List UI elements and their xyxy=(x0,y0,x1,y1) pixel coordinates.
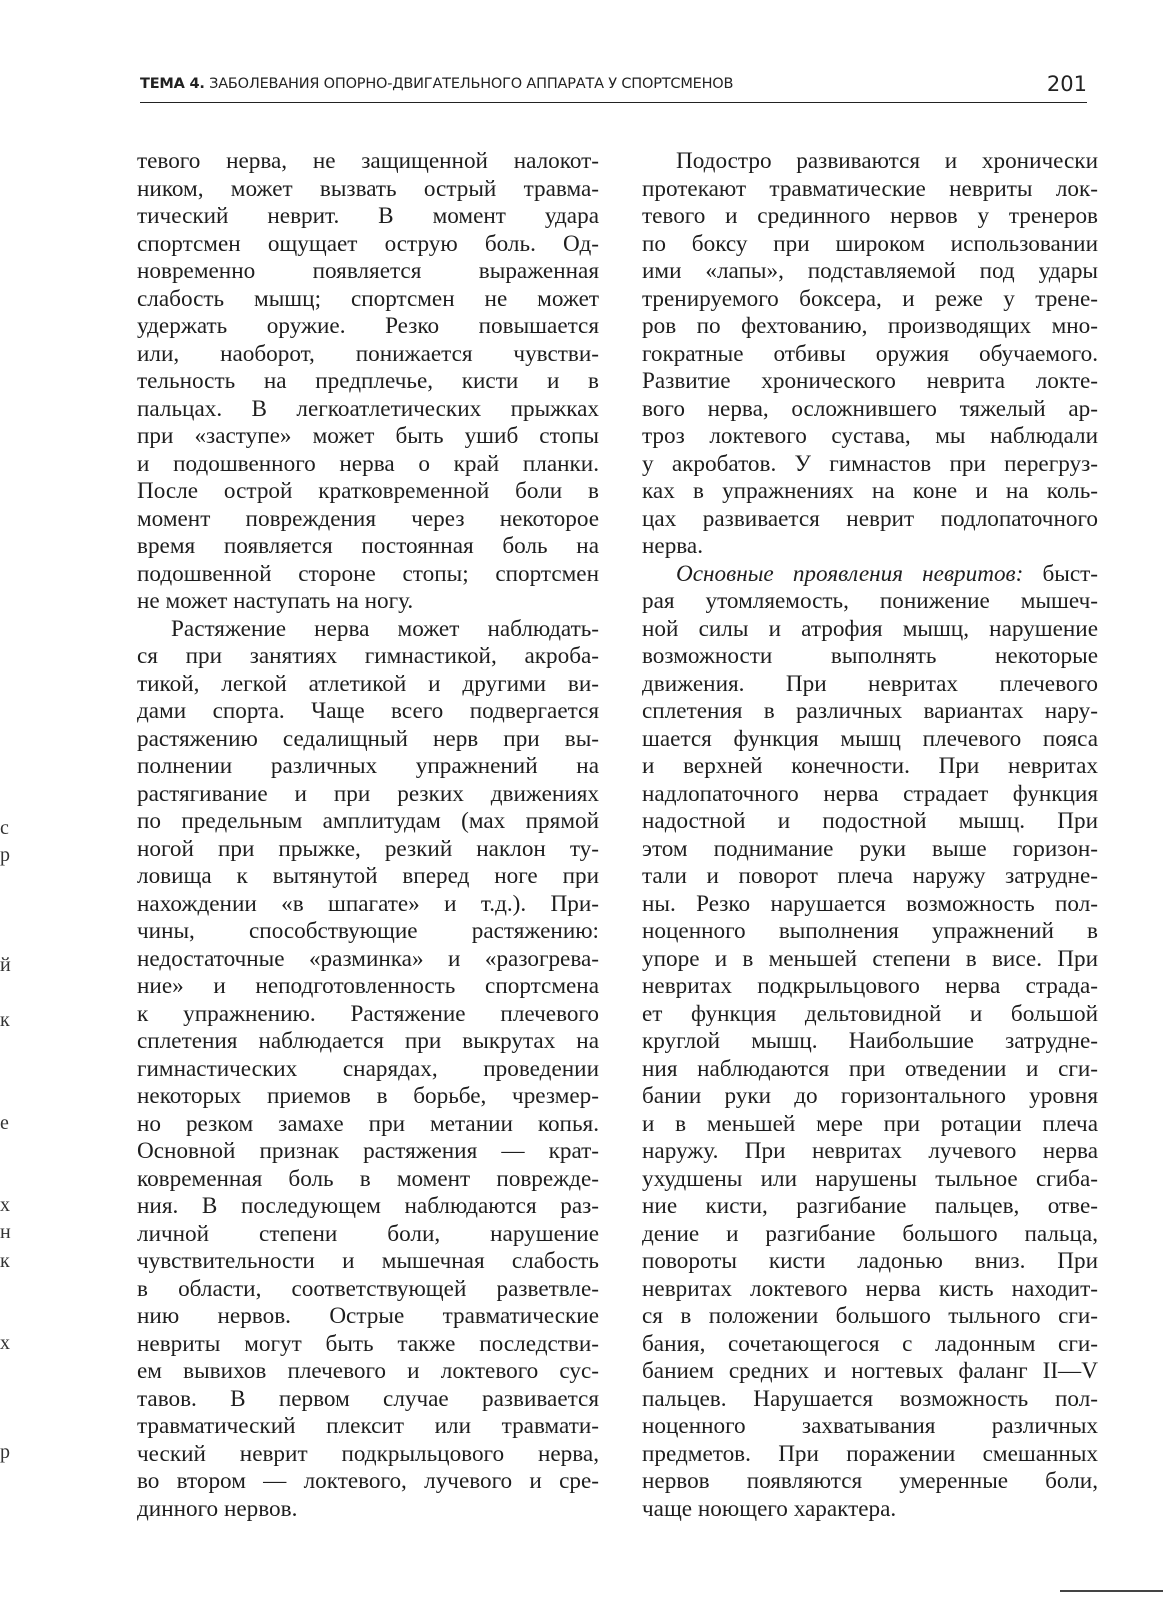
text-line: ухудшены или нарушены тыльное сгиба- xyxy=(642,1165,1098,1192)
text-line: дение и разгибание большого пальца, xyxy=(642,1220,1098,1247)
right-text-column xyxy=(642,148,1098,1523)
text-line: ногой при прыжке, резкий наклон ту- xyxy=(137,835,599,862)
text-line: ния наблюдаются при отведении и сги- xyxy=(642,1055,1098,1082)
text-line: нерва. xyxy=(642,533,704,559)
text-line: тевого нерва, не защищенной налокот- xyxy=(137,148,599,174)
text-line: тренируемого боксера, и реже у трене- xyxy=(642,285,1098,312)
text-line: банием средних и ногтевых фаланг II—V xyxy=(642,1358,1098,1384)
text-line: нию нервов. Острые травматические xyxy=(137,1303,599,1329)
text-line: тельность на предплечье, кисти и в xyxy=(137,368,599,394)
text-line: чины, способствующие растяжению: xyxy=(137,918,599,944)
text-line: невритах подкрыльцового нерва страда- xyxy=(642,973,1098,999)
header-title-rest: ЗАБОЛЕВАНИЯ ОПОРНО-ДВИГАТЕЛЬНОГО АППАРАТА У СПОРТСМЕНОВ xyxy=(204,76,734,92)
text-line: ной силы и атрофия мышц, нарушение xyxy=(642,615,1098,642)
text-line: невритах локтевого нерва кисть находит- xyxy=(642,1275,1098,1302)
text-line: повороты кисти ладонью вниз. При xyxy=(642,1248,1098,1274)
text-line: динного нервов. xyxy=(137,1495,298,1522)
text-line: надостной и подостной мышц. При xyxy=(642,808,1098,834)
left-text-column xyxy=(137,148,599,1523)
text-line: ет функция дельтовидной и большой xyxy=(642,1000,1098,1027)
text-line: личной степени боли, нарушение xyxy=(137,1220,599,1247)
text-line: но резком замахе при метании копья. xyxy=(137,1110,599,1137)
text-line: ноценного захватывания различных xyxy=(642,1413,1098,1439)
text-line: надлопаточного нерва страдает функция xyxy=(642,780,1098,807)
gutter-fragment: х xyxy=(0,1332,10,1354)
text-line: ими «лапы», подставляемой под удары xyxy=(642,258,1098,284)
text-line: не может наступать на ногу. xyxy=(137,588,414,614)
text-line: ческий неврит подкрыльцового нерва, xyxy=(137,1440,599,1467)
text-line: некоторых приемов в борьбе, чрезмер- xyxy=(137,1083,599,1109)
text-line: удержать оружие. Резко повышается xyxy=(137,313,599,339)
gutter-fragment: р xyxy=(0,844,10,866)
text-line: по предельным амплитудам (мах прямой xyxy=(137,808,599,834)
gutter-fragment: с xyxy=(0,817,9,839)
text-line: новременно появляется выраженная xyxy=(137,258,599,284)
text-line: ны. Резко нарушается возможность пол- xyxy=(642,890,1098,917)
text-line: и подошвенного нерва о край планки. xyxy=(137,450,599,477)
text-line: Развитие хронического неврита локте- xyxy=(642,368,1098,394)
text-line: или, наоборот, понижается чувстви- xyxy=(137,340,599,367)
text-line: ния. В последующем наблюдаются раз- xyxy=(137,1193,599,1219)
text-line: этом поднимание руки выше горизон- xyxy=(642,835,1098,862)
text-line: сплетения наблюдается при выкрутах на xyxy=(137,1028,599,1054)
text-line: бании руки до горизонтального уровня xyxy=(642,1083,1098,1109)
text-line: сплетения в различных вариантах нару- xyxy=(642,698,1098,724)
text-line: недостаточные «разминка» и «разогрева- xyxy=(137,945,599,972)
text-line: растягивание и при резких движениях xyxy=(137,780,599,807)
text-line: подошвенной стороне стопы; спортсмен xyxy=(137,560,599,587)
text-line: тавов. В первом случае развивается xyxy=(137,1385,599,1412)
text-line: круглой мышц. Наибольшие затрудне- xyxy=(642,1028,1098,1054)
text-line: цах развивается неврит подлопаточного xyxy=(642,505,1098,532)
text-line: нахождении «в шпагате» и т.д.). При- xyxy=(137,890,599,917)
gutter-fragment: н xyxy=(0,1221,11,1243)
text-line: рая утомляемость, понижение мышеч- xyxy=(642,588,1098,614)
text-line: вого нерва, осложнившего тяжелый ар- xyxy=(642,395,1098,422)
text-line: момент повреждения через некоторое xyxy=(137,505,599,532)
text-line: шается функция мышц плечевого пояса xyxy=(642,725,1098,752)
text-line: ров по фехтованию, производящих мно- xyxy=(642,313,1098,339)
gutter-fragment: х xyxy=(0,1194,10,1216)
text-line: ковременная боль в момент поврежде- xyxy=(137,1165,599,1192)
text-line: ником, может вызвать острый травма- xyxy=(137,175,599,202)
header-title-bold: ТЕМА 4. xyxy=(140,76,205,92)
text-line: ние» и неподготовленность спортсмена xyxy=(137,973,599,999)
text-line: протекают травматические невриты лок- xyxy=(642,175,1098,202)
text-line: бания, сочетающегося с ладонным сги- xyxy=(642,1330,1098,1357)
text-line: Растяжение нерва может наблюдать- xyxy=(171,615,599,642)
text-line: Подостро развиваются и хронически xyxy=(676,148,1098,174)
text-line: ноценного выполнения упражнений в xyxy=(642,918,1098,944)
text-line: полнении различных упражнений на xyxy=(137,753,599,779)
text-line: спортсмен ощущает острую боль. Од- xyxy=(137,230,599,257)
text-line: слабость мышц; спортсмен не может xyxy=(137,285,599,312)
text-line: предметов. При поражении смешанных xyxy=(642,1440,1098,1467)
gutter-fragment: к xyxy=(0,1009,10,1031)
text-line: чаще ноющего характера. xyxy=(642,1495,897,1522)
text-line: наружу. При невритах лучевого нерва xyxy=(642,1138,1098,1164)
text-line: ся при занятиях гимнастикой, акроба- xyxy=(137,643,599,669)
text-line: троз локтевого сустава, мы наблюдали xyxy=(642,423,1098,449)
gutter-fragment: р xyxy=(0,1441,10,1463)
text-line: движения. При невритах плечевого xyxy=(642,670,1098,697)
text-line: и в меньшей мере при ротации плеча xyxy=(642,1110,1098,1137)
header-title xyxy=(140,76,733,92)
page-number: 201 xyxy=(1046,72,1087,96)
text-line: у акробатов. У гимнастов при перегруз- xyxy=(642,450,1098,477)
text-line: пальцев. Нарушается возможность пол- xyxy=(642,1385,1098,1412)
text-line: гократные отбивы оружия обучаемого. xyxy=(642,340,1098,367)
gutter-fragment: й xyxy=(0,954,11,976)
text-line: ся в положении большого тыльного сги- xyxy=(642,1303,1098,1329)
text-line: травматический плексит или травмати- xyxy=(137,1413,599,1439)
text-line: ловища к вытянутой вперед ноге при xyxy=(137,863,599,889)
text-line-rest: быст- xyxy=(1023,560,1098,587)
running-header xyxy=(140,72,1087,103)
text-line: невриты могут быть также последстви- xyxy=(137,1330,599,1357)
text-line: и верхней конечности. При невритах xyxy=(642,753,1098,779)
text-line: тевого и срединного нервов у тренеров xyxy=(642,203,1098,229)
gutter-fragment: к xyxy=(0,1250,10,1272)
text-line: возможности выполнять некоторые xyxy=(642,643,1098,669)
text-line: время появляется постоянная боль на xyxy=(137,533,599,559)
italic-lead: Основные проявления невритов: xyxy=(676,560,1024,587)
text-line: упоре и в меньшей степени в висе. При xyxy=(642,945,1098,972)
text-line: нервов появляются умеренные боли, xyxy=(642,1468,1098,1494)
text-line: ние кисти, разгибание пальцев, отве- xyxy=(642,1193,1098,1219)
text-line: Основной признак растяжения — крат- xyxy=(137,1138,599,1164)
text-line: при «заступе» может быть ушиб стопы xyxy=(137,423,599,449)
gutter-fragment: е xyxy=(0,1112,9,1134)
text-line: в области, соответствующей разветвле- xyxy=(137,1275,599,1302)
bottom-rule xyxy=(1060,1590,1163,1592)
text-line: После острой кратковременной боли в xyxy=(137,478,599,504)
text-line: ках в упражнениях на коне и на коль- xyxy=(642,478,1098,504)
text-line: по боксу при широком использовании xyxy=(642,230,1098,257)
text-line xyxy=(642,561,1098,589)
text-line: гимнастических снарядах, проведении xyxy=(137,1055,599,1082)
text-line: ем вывихов плечевого и локтевого сус- xyxy=(137,1358,599,1384)
text-line: тали и поворот плеча наружу затрудне- xyxy=(642,863,1098,889)
text-line: чувствительности и мышечная слабость xyxy=(137,1248,599,1274)
text-line: растяжению седалищный нерв при вы- xyxy=(137,725,599,752)
text-line: к упражнению. Растяжение плечевого xyxy=(137,1000,599,1027)
text-line: тикой, легкой атлетикой и другими ви- xyxy=(137,670,599,697)
text-line: пальцах. В легкоатлетических прыжках xyxy=(137,395,599,422)
text-line: дами спорта. Чаще всего подвергается xyxy=(137,698,599,724)
text-line: тический неврит. В момент удара xyxy=(137,203,599,229)
text-line: во втором — локтевого, лучевого и сре- xyxy=(137,1468,599,1494)
